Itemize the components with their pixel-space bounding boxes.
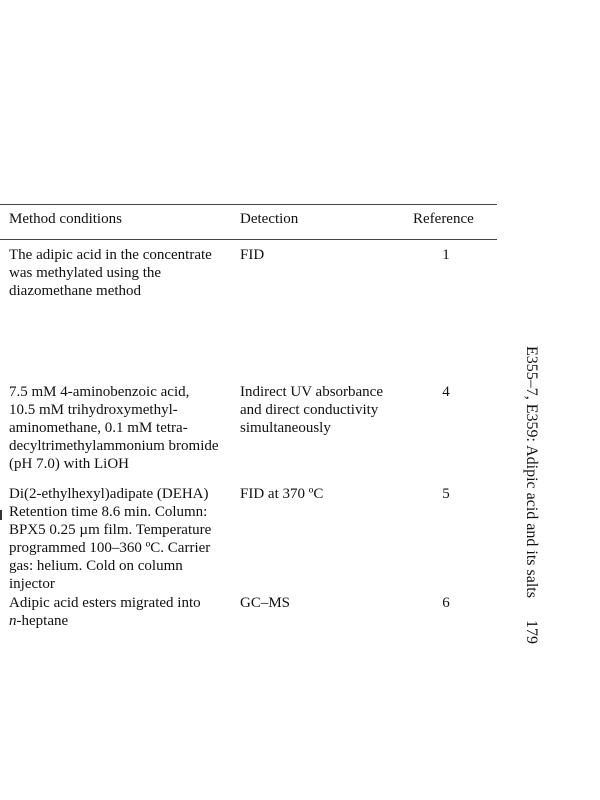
detection-cell: GC–MS [240, 595, 291, 611]
reference-cell: 5 [442, 486, 450, 502]
method-cell: The adipic acid in the concentrate was methylated using the diazomethane method [9, 247, 212, 299]
reference-cell: 4 [442, 384, 450, 400]
detection-cell: FID [240, 247, 265, 263]
detection-cell: Indirect UV absorbance and direct conductivity simultaneously [240, 384, 383, 436]
column-header-method: Method conditions [9, 211, 122, 227]
method-text: Adipic acid esters migrated into [9, 595, 201, 611]
table-header-rule [0, 239, 497, 240]
method-text-suffix: -heptane [16, 613, 69, 629]
detection-cell: FID at 370 ºC [240, 486, 324, 502]
running-head [521, 346, 541, 686]
column-header-detection: Detection [240, 211, 299, 227]
edge-mark [0, 510, 2, 520]
column-header-reference: Reference [413, 211, 474, 227]
method-cell: Di(2-ethylhexyl)adipate (DEHA) Retention time 8.6 min. Column: BPX5 0.25 µm film. Temperature programmed 100–360 ºC. Carrier gas: helium. Cold on column injector [9, 486, 212, 592]
page-number: 179 [523, 619, 540, 644]
reference-cell: 6 [442, 595, 450, 611]
method-italic-text: n [9, 613, 17, 629]
running-head-title: E355–7, E359: Adipic acid and its salts [523, 346, 540, 598]
table-top-rule [0, 204, 497, 205]
method-cell: 7.5 mM 4-aminobenzoic acid, 10.5 mM trihydroxymethyl- aminomethane, 0.1 mM tetra- decyltrimethylammonium bromide (pH 7.0) with LiOH [9, 384, 219, 472]
method-cell [9, 594, 201, 630]
reference-cell: 1 [442, 247, 450, 263]
